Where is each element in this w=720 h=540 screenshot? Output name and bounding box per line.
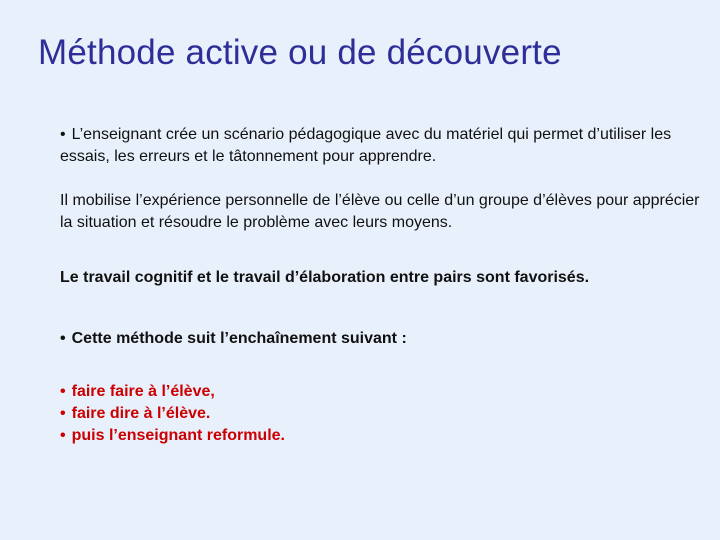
step-text: faire faire à l’élève, [71, 383, 215, 400]
paragraph-sequence-intro [60, 328, 710, 350]
list-item [60, 425, 285, 447]
steps-list [60, 381, 285, 447]
paragraph-experience: Il mobilise l’expérience personnelle de l’élève ou celle d’un groupe d’élèves pour apprécier la situation et résoudre le problème avec leurs moyens. [60, 192, 700, 231]
slide-title: Méthode active ou de découverte [38, 33, 562, 72]
bullet-marker: • [60, 405, 66, 422]
list-item [60, 403, 285, 425]
bullet-marker: • [60, 427, 66, 444]
bullet-marker: • [60, 383, 66, 400]
bullet-marker: • [60, 330, 66, 347]
paragraph-scenario-text: L’enseignant crée un scénario pédagogique avec du matériel qui permet d’utiliser les essais, les erreurs et le tâtonnement pour apprendre. [60, 126, 672, 165]
paragraph-cognitive-work: Le travail cognitif et le travail d’élaboration entre pairs sont favorisés. [60, 269, 590, 286]
step-text: faire dire à l’élève. [71, 405, 211, 422]
paragraph-sequence-intro-text: Cette méthode suit l’enchaînement suivant : [71, 330, 407, 347]
paragraph-scenario [60, 124, 710, 168]
bullet-marker: • [60, 126, 66, 143]
list-item [60, 381, 285, 403]
step-text: puis l’enseignant reformule. [71, 427, 285, 444]
